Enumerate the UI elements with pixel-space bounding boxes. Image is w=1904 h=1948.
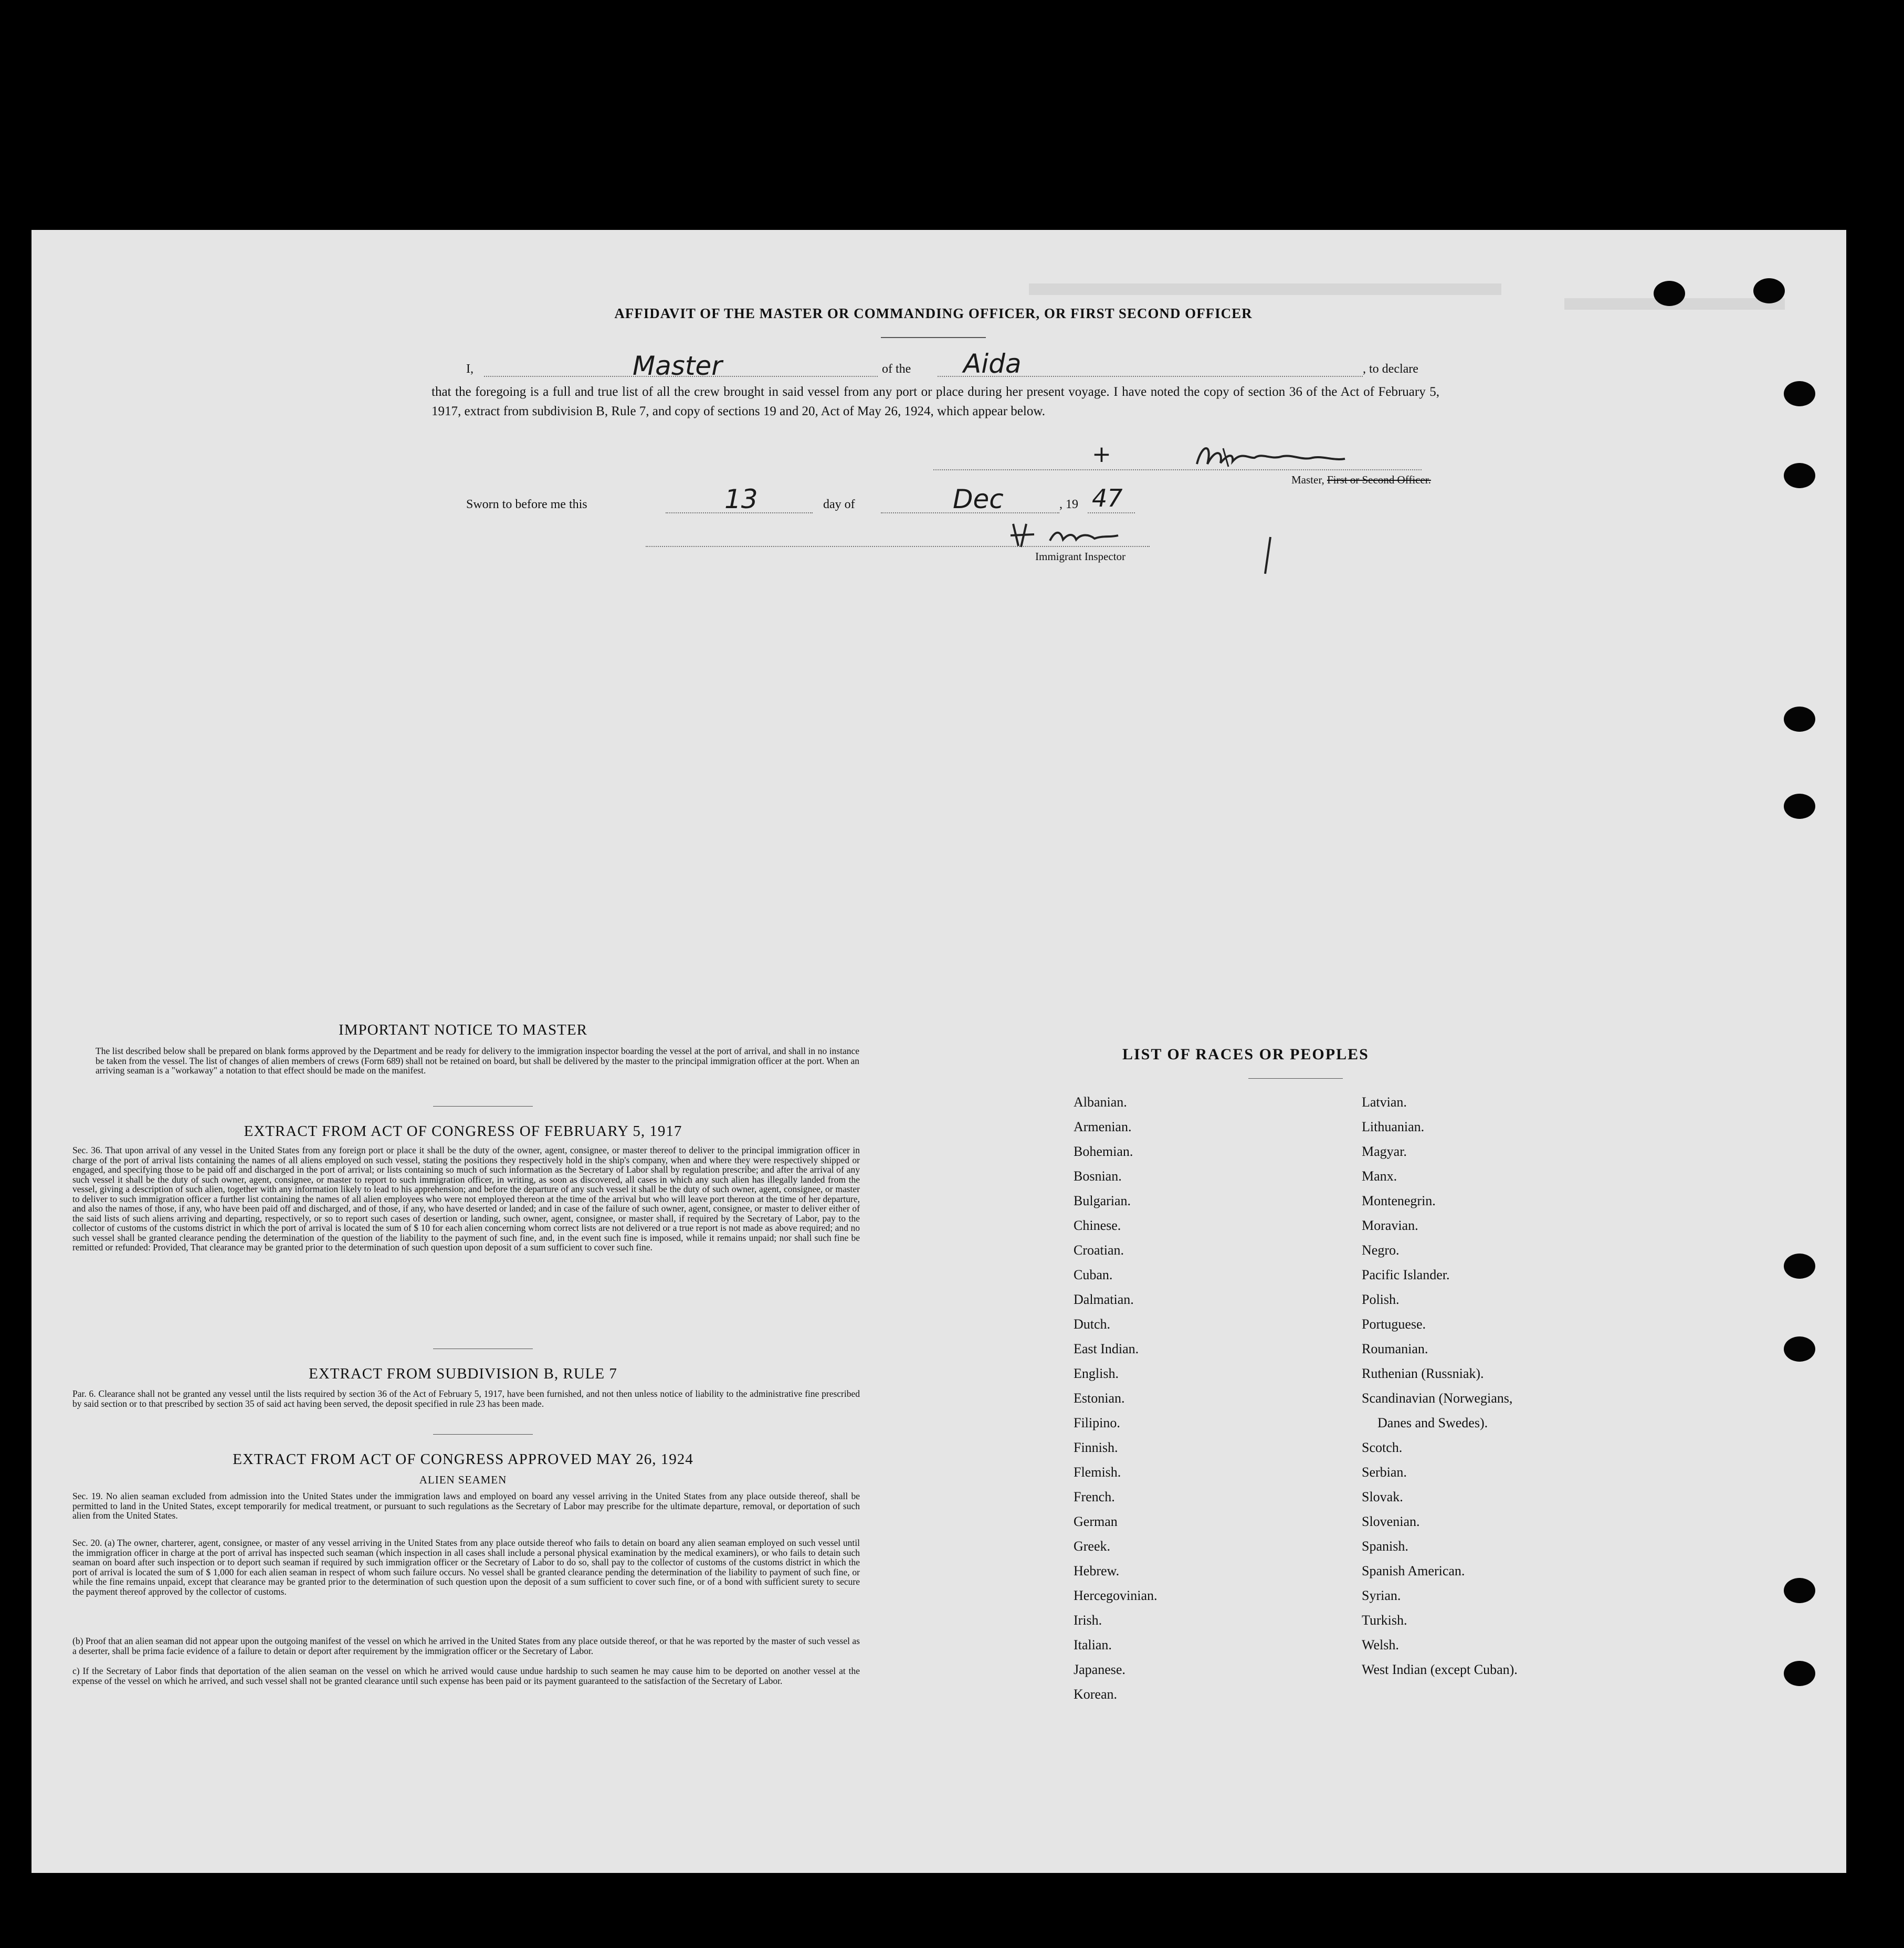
punch-hole	[1784, 381, 1815, 406]
divider	[1248, 1078, 1343, 1079]
race-item: Polish.	[1362, 1292, 1400, 1307]
year-prefix: , 19	[1059, 498, 1078, 511]
sworn-label: Sworn to before me this	[466, 498, 587, 511]
race-item: Latvian.	[1362, 1094, 1407, 1110]
master-caption-plain: Master,	[1291, 473, 1324, 486]
to-declare-label: , to declare	[1363, 362, 1418, 376]
master-caption-struck: First or Second Officer.	[1327, 473, 1431, 486]
punch-hole	[1784, 707, 1815, 732]
race-item: German	[1074, 1514, 1118, 1529]
race-item: East Indian.	[1074, 1341, 1139, 1356]
race-item: Albanian.	[1074, 1094, 1127, 1110]
divider	[881, 337, 986, 338]
race-item: Dutch.	[1074, 1317, 1111, 1332]
punch-hole	[1784, 463, 1815, 488]
i-label: I,	[466, 362, 474, 376]
race-item: Hercegovinian.	[1074, 1588, 1158, 1603]
vessel-handwritten: Aida	[963, 349, 1022, 379]
race-item: Turkish.	[1362, 1613, 1407, 1628]
day-handwritten: 13	[724, 484, 758, 514]
race-item: Lithuanian.	[1362, 1119, 1425, 1134]
race-item: Italian.	[1074, 1637, 1112, 1652]
race-item: Korean.	[1074, 1687, 1118, 1702]
cross-mark: +	[1092, 441, 1111, 468]
extract-1924-sec20b: (b) Proof that an alien seaman did not appear upon the outgoing manifest of the vessel on which he arrived in the United States from any place outside thereof, or that he was reported by the master of such vessel as a deserter, shall be prima facie evidence of a failure to detain or deport after requirement by the immigration officer or the Secretary of Labor.	[72, 1636, 860, 1656]
year-handwritten: 47	[1092, 484, 1123, 512]
race-item: Portuguese.	[1362, 1317, 1426, 1332]
races-column-2	[1362, 1090, 1518, 1682]
race-item: West Indian (except Cuban).	[1362, 1662, 1518, 1677]
year-blank	[1088, 512, 1135, 513]
bleed-through-text	[1029, 283, 1501, 295]
extract-1924-title: EXTRACT FROM ACT OF CONGRESS APPROVED MAY 26, 1924	[233, 1451, 693, 1468]
extract-1917-body: Sec. 36. That upon arrival of any vessel in the United States from any foreign port or place it shall be the duty of the owner, agent, consignee, or master thereof to deliver to the principal immigration officer in charge of the port of arrival lists containing the names of all aliens employed on such vessel, stating the positions they respectively hold in the ship's company, when and where they were respectively shipped or engaged, and specifying those to be paid off and discharged in the port of arrival; or lists containing so much of such information as the Secretary of Labor shall by regulation prescribe; and after the arrival of any such vessel it shall be the duty of such owner, agent, consignee, or master to report to such immigration officer, in writing, as soon as discovered, all cases in which any such alien has illegally landed from the vessel, giving a description of such alien, together with any information likely to lead to his apprehension; and before the departure of any such vessel it shall be the duty of such owner, agent, consignee, or master to deliver to such immigration officer a further list containing the names of all alien employees who were not employed thereon at the time of the arrival but who will leave port thereon at the time of her departure, and also the names of those, if any, who have been paid off and discharged, and of those, if any, who have deserted or landed; and in case of the failure of such owner, agent, consignee, or master to deliver either of the said lists of such aliens arriving and departing, respectively, or so to report such cases of desertion or landing, such owner, agent, consignee, or master shall, if required by the Secretary of Labor, pay to the collector of customs of the customs district in which the port of arrival is located the sum of $ 10 for each alien concerning whom correct lists are not delivered or a true report is not made as above required; and no such vessel shall be granted clearance pending the determination of the question of the liability to the payment of such fine, and, in the event such fine is imposed, while it remains unpaid; nor shall such fine be remitted or refunded: Provided, That clearance may be granted prior to the determination of such question upon deposit of a sum sufficient to cover such fine.	[72, 1145, 860, 1252]
inspector-signature	[1005, 520, 1152, 551]
race-item: Flemish.	[1074, 1465, 1121, 1480]
race-item: Hebrew.	[1074, 1563, 1120, 1578]
punch-hole	[1654, 281, 1685, 306]
race-item: Roumanian.	[1362, 1341, 1428, 1356]
race-item: Ruthenian (Russniak).	[1362, 1366, 1484, 1381]
race-item: Syrian.	[1362, 1588, 1401, 1603]
race-item: Irish.	[1074, 1613, 1102, 1628]
race-item: Slovenian.	[1362, 1514, 1420, 1529]
punch-hole	[1784, 1254, 1815, 1279]
punch-hole	[1784, 794, 1815, 819]
extract-rule7-body: Par. 6. Clearance shall not be granted any vessel until the lists required by section 36 of the Act of February 5, 1917, have been furnished, and not then unless notice of liability to the administrative fine prescribed by said section or to that prescribed by section 35 of said act having been served, the deposit specified in rule 23 has been made.	[72, 1388, 860, 1409]
extract-1924-sec20a: Sec. 20. (a) The owner, charterer, agent, consignee, or master of any vessel arriving in the United States from any place outside thereof who fails to detain on board any alien seaman employed on such vessel until the immigration officer in charge at the port of arrival has inspected such seaman (which inspection in all cases shall include a personal physical examination by the medical examiners), or who fails to detain such seaman on board after such inspection or to deport such seaman if required by such immigration officer or the Secretary of Labor to do so, shall pay to the collector of customs of the customs district in which the port of arrival is located the sum of $ 1,000 for each alien seaman in respect of whom such failure occurs. No vessel shall be granted clearance pending the determination of the liability to payment of such fine, or while the fine remains unpaid, except that clearance may be granted prior to the determination of such question upon the deposit of a sum sufficient to cover such fine, or of a bond with sufficient surety to secure the payment thereof approved by the collector of customs.	[72, 1538, 860, 1597]
race-item: Manx.	[1362, 1168, 1397, 1184]
race-item: Japanese.	[1074, 1662, 1125, 1677]
race-item: Bohemian.	[1074, 1144, 1133, 1159]
races-column-1	[1074, 1090, 1158, 1707]
divider	[433, 1106, 533, 1107]
master-signature	[1192, 438, 1349, 475]
race-item: Serbian.	[1362, 1465, 1407, 1480]
race-item: Bulgarian.	[1074, 1193, 1131, 1208]
race-item: Negro.	[1362, 1242, 1400, 1258]
race-item: Welsh.	[1362, 1637, 1399, 1652]
race-item: Scotch.	[1362, 1440, 1403, 1455]
race-item: Magyar.	[1362, 1144, 1407, 1159]
race-item: Filipino.	[1074, 1415, 1120, 1430]
position-handwritten: Master	[633, 351, 722, 381]
punch-hole	[1784, 1578, 1815, 1603]
master-caption	[1291, 473, 1431, 487]
extract-1924-sec19: Sec. 19. No alien seaman excluded from admission into the United States under the immigration laws and employed on board any vessel arriving in the United States from any place outside thereof, shall be permitted to land in the United States, except temporarily for medical treatment, or pursuant to such regulations as the Secretary of Labor may prescribe for the ultimate departure, removal, or deportation of such alien from the United States.	[72, 1491, 860, 1521]
race-item: Armenian.	[1074, 1119, 1132, 1134]
race-item: Cuban.	[1074, 1267, 1113, 1282]
race-item: Pacific Islander.	[1362, 1267, 1450, 1282]
race-item: Greek.	[1074, 1539, 1111, 1554]
race-item: Estonian.	[1074, 1391, 1125, 1406]
extract-rule7-title: EXTRACT FROM SUBDIVISION B, RULE 7	[309, 1365, 617, 1382]
punch-hole	[1753, 278, 1785, 303]
race-item: Spanish.	[1362, 1539, 1408, 1554]
race-item: Moravian.	[1362, 1218, 1418, 1233]
month-handwritten: Dec	[953, 484, 1004, 514]
race-item: English.	[1074, 1366, 1119, 1381]
inspector-caption: Immigrant Inspector	[1035, 550, 1126, 563]
race-item: Scandinavian (Norwegians,	[1362, 1391, 1513, 1406]
race-item: Bosnian.	[1074, 1168, 1122, 1184]
race-item: Slovak.	[1362, 1489, 1403, 1504]
punch-hole	[1784, 1661, 1815, 1686]
notice-title: IMPORTANT NOTICE TO MASTER	[339, 1022, 587, 1038]
affidavit-body: that the foregoing is a full and true list of all the crew brought in said vessel from any port or place during her present voyage. I have noted the copy of section 36 of the Act of February 5, 1917, extract from subdivision B, Rule 7, and copy of sections 19 and 20, Act of May 26, 1924, which appear below.	[432, 385, 1439, 418]
race-item: Croatian.	[1074, 1242, 1124, 1258]
race-item: Dalmatian.	[1074, 1292, 1134, 1307]
of-the-label: of the	[882, 362, 911, 376]
race-item: Finnish.	[1074, 1440, 1118, 1455]
race-item: Danes and Swedes).	[1377, 1415, 1488, 1430]
pen-stroke	[1260, 534, 1276, 576]
extract-1924-subtitle: ALIEN SEAMEN	[419, 1473, 507, 1486]
race-item: French.	[1074, 1489, 1115, 1504]
extract-1924-sec20c: c) If the Secretary of Labor finds that deportation of the alien seaman on the vessel on which he arrived would cause undue hardship to such seamen he may cause him to be deported on another vessel at the expense of the vessel on which he arrived, and such vessel shall not be granted clearance until such expense has been paid or its payment guaranteed to the satisfaction of the Secretary of Labor.	[72, 1666, 860, 1686]
affidavit-title: AFFIDAVIT OF THE MASTER OR COMMANDING OFFICER, OR FIRST SECOND OFFICER	[614, 306, 1253, 321]
races-title: LIST OF RACES OR PEOPLES	[1122, 1046, 1369, 1063]
notice-body: The list described below shall be prepared on blank forms approved by the Department and be ready for delivery to the immigration inspector boarding the vessel at the port of arrival, and shall in no instance be taken from the vessel. The list of changes of alien members of crews (Form 689) shall not be retained on board, but shall be delivered by the master to the principal immigration officer at the port. When an arriving seaman is a "workaway" a notation to that effect should be made on the manifest.	[96, 1046, 859, 1076]
race-item: Chinese.	[1074, 1218, 1121, 1233]
day-of-label: day of	[823, 498, 855, 511]
extract-1917-title: EXTRACT FROM ACT OF CONGRESS OF FEBRUARY 5, 1917	[244, 1123, 682, 1140]
punch-hole	[1784, 1336, 1815, 1362]
divider	[433, 1434, 533, 1435]
race-item: Spanish American.	[1362, 1563, 1465, 1578]
race-item: Montenegrin.	[1362, 1193, 1436, 1208]
